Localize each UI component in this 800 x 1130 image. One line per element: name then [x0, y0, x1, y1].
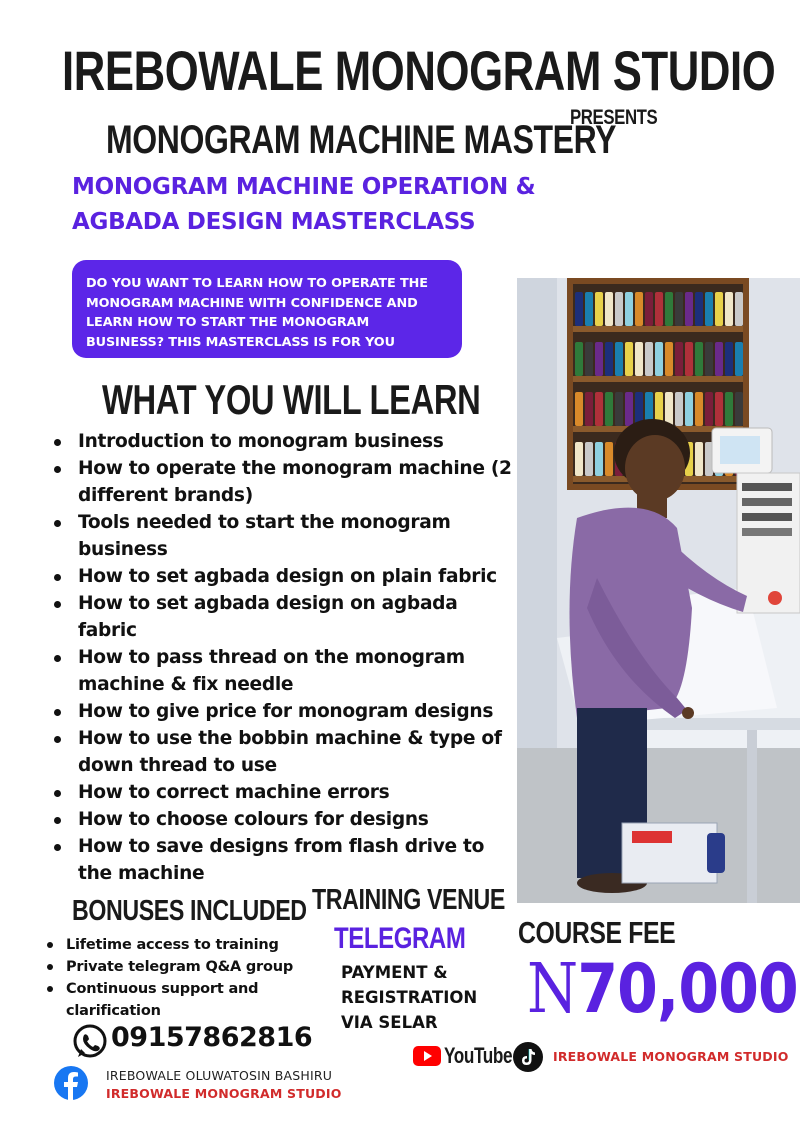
facebook-name[interactable]: IREBOWALE OLUWATOSIN BASHIRU	[106, 1068, 333, 1083]
bullet-icon	[54, 844, 61, 851]
subtitle-line-2: AGBADA DESIGN MASTERCLASS	[72, 209, 476, 235]
learn-item	[48, 779, 518, 806]
bullet-icon	[54, 439, 61, 446]
learn-item-text: How to save designs from flash drive to the machine	[78, 836, 485, 884]
learn-item-text: Introduction to monogram business	[78, 431, 444, 452]
bonus-item	[42, 956, 322, 978]
bonus-section-title: BONUSES INCLUDED	[72, 895, 307, 927]
bullet-icon	[54, 790, 61, 797]
learn-item-text: How to choose colours for designs	[78, 809, 429, 830]
studio-photo	[517, 278, 800, 903]
learn-item	[48, 644, 518, 698]
fee-amount	[527, 950, 798, 1029]
learn-item	[48, 590, 518, 644]
subtitle-line-1: MONOGRAM MACHINE OPERATION &	[72, 174, 536, 200]
course-title: MONOGRAM MACHINE MASTERY	[106, 118, 617, 162]
subtitle	[72, 170, 592, 240]
learn-item-text: How to pass thread on the monogram machine & fix needle	[78, 647, 465, 695]
venue-value: TELEGRAM	[334, 922, 466, 955]
learn-item-text: How to set agbada design on plain fabric	[78, 566, 497, 587]
learn-list	[48, 428, 518, 887]
facebook-icon[interactable]	[54, 1066, 88, 1100]
learn-item	[48, 698, 518, 725]
fee-label: COURSE FEE	[518, 915, 676, 950]
learn-item	[48, 455, 518, 509]
currency-symbol: N	[527, 950, 578, 1029]
learn-item-text: How to set agbada design on agbada fabric	[78, 593, 458, 641]
bullet-icon	[54, 709, 61, 716]
payment-note: PAYMENT & REGISTRATION VIA SELAR	[341, 963, 478, 1032]
intro-callout: DO YOU WANT TO LEARN HOW TO OPERATE THE MONOGRAM MACHINE WITH CONFIDENCE AND LEARN HOW TO START THE MONOGRAM BUSINESS? THIS MASTERCLASS IS FOR YOU	[72, 260, 462, 358]
phone-number[interactable]: 09157862816	[111, 1022, 313, 1053]
bonus-item-text: Continuous support and clarification	[66, 981, 259, 1019]
learn-item	[48, 509, 518, 563]
bullet-icon	[54, 466, 61, 473]
facebook-page-name[interactable]: IREBOWALE MONOGRAM STUDIO	[106, 1086, 342, 1101]
studio-photo-illustration	[517, 278, 800, 903]
whatsapp-icon[interactable]	[72, 1024, 108, 1060]
fee-amount-value: 70,000	[577, 950, 798, 1029]
bullet-icon	[54, 655, 61, 662]
bullet-icon	[54, 736, 61, 743]
tiktok-label[interactable]: IREBOWALE MONOGRAM STUDIO	[553, 1049, 789, 1064]
tiktok-icon[interactable]	[513, 1042, 543, 1072]
learn-item-text: How to give price for monogram designs	[78, 701, 494, 722]
bonus-item	[42, 934, 322, 956]
presents-label: PRESENTS	[570, 106, 658, 129]
bullet-icon	[54, 817, 61, 824]
learn-item	[48, 833, 518, 887]
bullet-icon	[47, 986, 53, 992]
learn-item	[48, 428, 518, 455]
youtube-icon[interactable]	[413, 1046, 441, 1066]
bonus-item-text: Lifetime access to training	[66, 937, 279, 953]
bonus-item-text: Private telegram Q&A group	[66, 959, 294, 975]
bullet-icon	[47, 942, 53, 948]
bullet-icon	[54, 574, 61, 581]
learn-item-text: How to correct machine errors	[78, 782, 390, 803]
learn-item-text: How to use the bobbin machine & type of down thread to use	[78, 728, 502, 776]
bonus-item	[42, 978, 322, 1022]
brand-title: IREBOWALE MONOGRAM STUDIO	[62, 39, 776, 102]
bullet-icon	[54, 601, 61, 608]
youtube-label[interactable]: YouTube	[444, 1043, 513, 1068]
bonus-list	[42, 934, 322, 1022]
learn-item	[48, 563, 518, 590]
venue-title: TRAINING VENUE	[312, 884, 505, 916]
learn-section-title: WHAT YOU WILL LEARN	[102, 376, 481, 423]
bullet-icon	[54, 520, 61, 527]
learn-item	[48, 725, 518, 779]
bullet-icon	[47, 964, 53, 970]
learn-item-text: How to operate the monogram machine (2 different brands)	[78, 458, 512, 506]
learn-item	[48, 806, 518, 833]
learn-item-text: Tools needed to start the monogram business	[78, 512, 451, 560]
